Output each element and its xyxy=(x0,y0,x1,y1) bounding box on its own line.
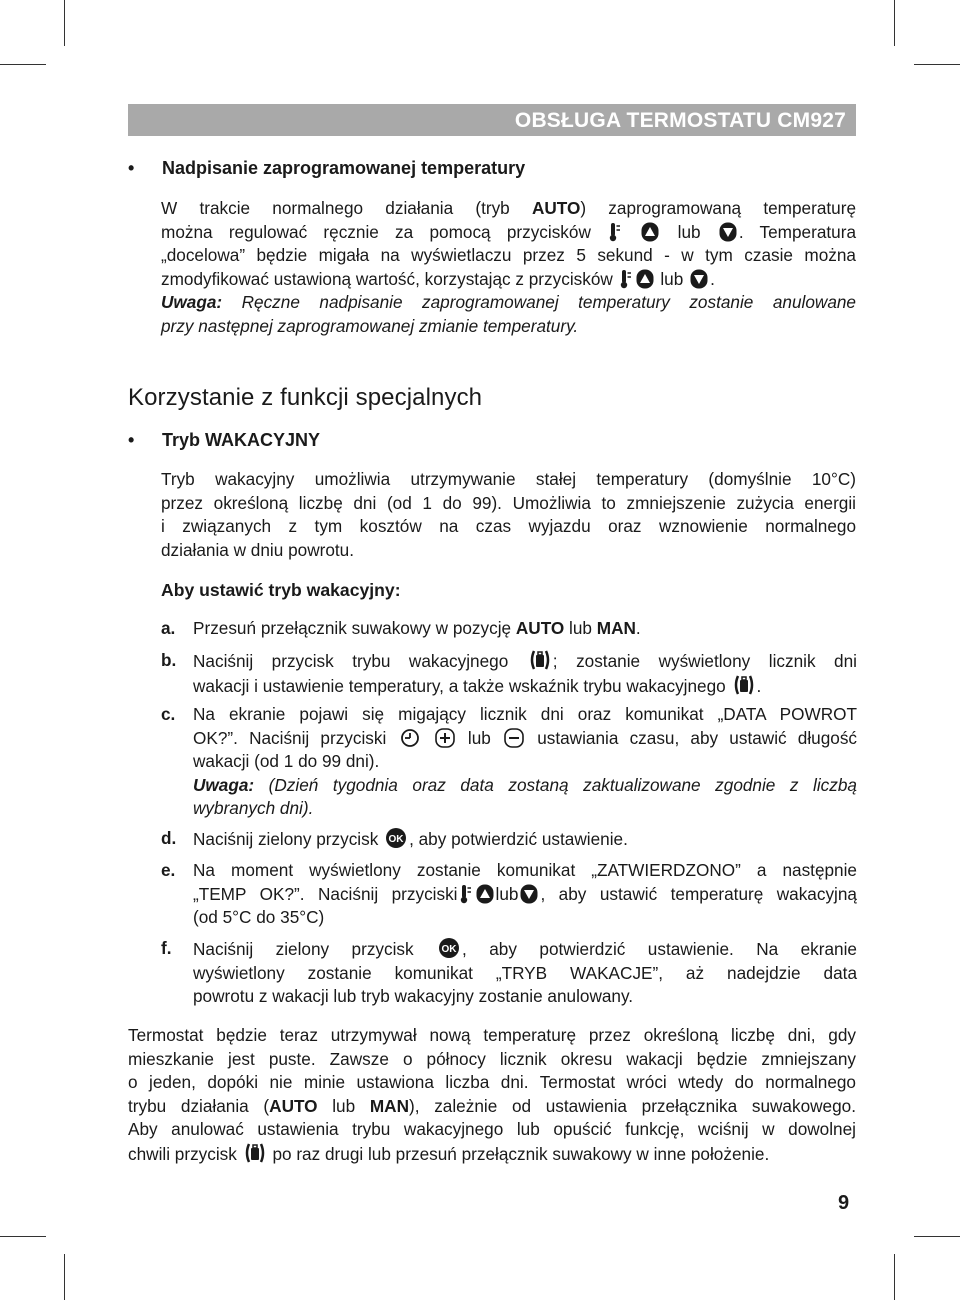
step-f-line-1: Naciśnij zielony przycisk OK , aby potwierdzić ustawienie. Na ekranie xyxy=(193,939,857,959)
thermometer-icon xyxy=(460,884,472,904)
override-line-1: W trakcie normalnego działania (tryb AUTO) zaprogramowaną temperaturę xyxy=(161,198,856,218)
suitcase-button-icon xyxy=(529,649,551,671)
step-c-line-3: wakacji (od 1 do 99 dni). xyxy=(193,751,380,771)
step-e-line-1: Na moment wyświetlony zostanie komunikat „ZATWIERDZONO” a następnie xyxy=(193,860,857,880)
step-label: c. xyxy=(161,704,176,724)
header-bar xyxy=(128,104,856,136)
down-arrow-button-icon xyxy=(690,269,708,289)
crop-mark xyxy=(894,0,895,46)
crop-mark xyxy=(894,1254,895,1300)
step-label: f. xyxy=(161,938,172,958)
crop-mark xyxy=(914,64,960,65)
closing-line-3: o jeden, dopóki nie minie ustawiona liczba dni. Termostat wróci wtedy do normalnego xyxy=(128,1072,856,1092)
thermometer-icon xyxy=(620,269,632,289)
holiday-description xyxy=(161,468,856,562)
minus-button-icon xyxy=(504,728,524,748)
page-number: 9 xyxy=(838,1192,850,1214)
step-f-line-2: wyświetlony zostanie komunikat „TRYB WAKACJE”, aż nadejdzie data xyxy=(193,962,857,983)
step-label: a. xyxy=(161,618,176,638)
holiday-desc-line-3: i związanych z tym kosztów na czas wyjazdu oraz wznowienie normalnego xyxy=(161,516,856,536)
up-arrow-button-icon xyxy=(641,222,659,242)
override-note-line-1: Uwaga: Ręczne nadpisanie zaprogramowanej temperatury zostanie anulowane xyxy=(161,292,856,312)
step-f-line-3: powrotu z wakacji lub tryb wakacyjny zostanie anulowany. xyxy=(193,986,634,1006)
thermometer-icon xyxy=(609,222,621,242)
header-title: OBSŁUGA TERMOSTATU CM927 xyxy=(514,109,846,132)
up-arrow-button-icon xyxy=(636,269,654,289)
step-c-line-2: OK?”. Naciśnij przyciski lub ustawiania czasu, aby ustawić długość xyxy=(193,727,858,748)
ok-button-icon xyxy=(385,827,407,849)
closing-line-2: mieszkanie jest puste. Zawsze o północy licznik okresu wakacji będzie zmniejszany xyxy=(128,1048,856,1069)
crop-mark xyxy=(64,0,65,46)
plus-button-icon xyxy=(435,728,455,748)
override-line-2: można regulować ręcznie za pomocą przycisków lub . Temperatura xyxy=(161,221,857,242)
holiday-desc-line-1: Tryb wakacyjny umożliwia utrzymywanie stałej temperatury (domyślnie 10°C) xyxy=(161,469,856,489)
override-heading: Nadpisanie zaprogramowanej temperatury xyxy=(162,158,526,178)
bullet: • xyxy=(128,430,135,450)
bullet: • xyxy=(128,158,135,178)
override-paragraph xyxy=(161,197,856,338)
svg-text:OK: OK xyxy=(388,834,404,845)
step-e-line-2: „TEMP OK?”. Naciśnij przyciski lub , aby ustawić temperaturę wakacyjną xyxy=(193,883,857,904)
step-c-line-1: Na ekranie pojawi się migający licznik dni oraz komunikat „DATA POWROT xyxy=(193,704,857,724)
step-e-line-3: (od 5°C do 35°C) xyxy=(193,907,325,927)
down-arrow-button-icon xyxy=(520,884,538,904)
howto-heading: Aby ustawić tryb wakacyjny: xyxy=(161,580,401,600)
step-label: d. xyxy=(161,828,177,848)
suitcase-button-icon xyxy=(733,674,755,696)
closing-paragraph xyxy=(128,1024,856,1166)
step-label: e. xyxy=(161,860,176,880)
step-c-note-line-2: wybranych dni). xyxy=(193,798,314,818)
closing-line-4: trybu działania (AUTO lub MAN), zależnie od ustawienia przełącznika suwakowego. xyxy=(128,1095,857,1116)
clock-icon xyxy=(400,728,420,748)
svg-text:OK: OK xyxy=(441,944,457,955)
down-arrow-button-icon xyxy=(719,222,737,242)
step-a-line-1: Przesuń przełącznik suwakowy w pozycję AUTO lub MAN. xyxy=(193,618,641,638)
holiday-desc-line-2: przez określoną liczbę dni (od 1 do 99). Umożliwia to zmniejszenie zużycia energii xyxy=(161,492,856,513)
step-b-line-1: Naciśnij przycisk trybu wakacyjnego ; zostanie wyświetlony licznik dni xyxy=(193,651,857,671)
section-title: Korzystanie z funkcji specjalnych xyxy=(128,384,483,411)
step-c-note-line-1: Uwaga: (Dzień tygodnia oraz data zostaną zaktualizowane zgodnie z liczbą xyxy=(193,774,857,795)
closing-line-1: Termostat będzie teraz utrzymywał nową temperaturę przez określoną liczbę dni, gdy xyxy=(128,1025,856,1045)
crop-mark xyxy=(914,1236,960,1237)
ok-button-icon xyxy=(438,937,460,959)
suitcase-button-icon xyxy=(244,1142,266,1164)
crop-mark xyxy=(0,64,46,65)
override-line-3: „docelowa” będzie migała na wyświetlaczu przez 5 sekund - w tym czasie można xyxy=(161,245,856,265)
closing-line-5: Aby anulować ustawienia trybu wakacyjnego lub opuścić funkcję, wciśnij w dowolnej xyxy=(128,1119,856,1139)
step-b-line-2: wakacji i ustawienie temperatury, a także wskaźnik trybu wakacyjnego . xyxy=(193,675,762,696)
override-note-line-2: przy następnej zaprogramowanej zmianie temperatury. xyxy=(161,315,579,336)
closing-line-6: chwili przycisk po raz drugi lub przesuń przełącznik suwakowy w inne położenie. xyxy=(128,1143,770,1164)
step-d-line-1: Naciśnij zielony przycisk OK , aby potwierdzić ustawienie. xyxy=(193,829,628,849)
up-arrow-button-icon xyxy=(476,884,494,904)
holiday-mode-heading: Tryb WAKACYJNY xyxy=(162,430,321,450)
holiday-desc-line-4: działania w dniu powrotu. xyxy=(161,539,354,560)
crop-mark xyxy=(0,1236,46,1237)
step-label: b. xyxy=(161,650,177,670)
override-line-4: zmodyfikować ustawioną wartość, korzystając z przycisków lub . xyxy=(161,268,715,289)
crop-mark xyxy=(64,1254,65,1300)
